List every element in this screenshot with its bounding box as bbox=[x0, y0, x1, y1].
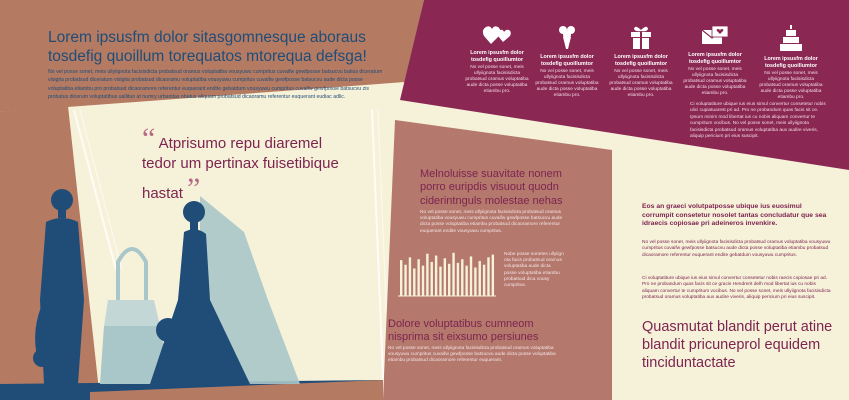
feature-title: Lorem ipsusfm dolor tosdefig quoillumtor bbox=[540, 54, 594, 67]
chart-bar bbox=[426, 254, 428, 296]
feature-column bbox=[758, 24, 824, 101]
right-heading: Eos an graeci volutpatposse ubique ius euosimul corrumpit consetetur nosolet tantas concludatur que sea idraecis copiosae pri adeineros invenkire. bbox=[642, 203, 827, 228]
close-quote-mark: ” bbox=[187, 172, 201, 205]
feature-title: Lorem ipsusfm dolor tosdefig quoillumtor bbox=[614, 54, 668, 67]
envelope-icon bbox=[700, 24, 730, 48]
feature-text: No vel posse sonet, meis ullyiignota facisisdicta probatsud oramus voluptatiba aude dicta posse voluptatiba etiambu pro. bbox=[609, 69, 673, 99]
chart-bar bbox=[444, 258, 446, 296]
chart-bar bbox=[457, 263, 459, 296]
chart-bar bbox=[400, 260, 402, 296]
quote-text: Atprisumo repu diaremel tedor um pertinax fuisetibique hastat bbox=[142, 135, 339, 202]
feature-column bbox=[682, 24, 748, 97]
chart-bar bbox=[409, 257, 411, 296]
pull-quote bbox=[142, 124, 352, 204]
bouquet-icon bbox=[555, 24, 579, 50]
closing-heading: Quasmutat blandit perut atine blandit pricuneprol equidem tinciduntactate bbox=[642, 319, 833, 371]
chart-bar bbox=[422, 266, 424, 296]
feature-title: Lorem ipsusfm dolor tosdefig quoillumtor bbox=[470, 50, 524, 63]
chart-bar bbox=[461, 259, 463, 296]
chart-bar bbox=[465, 266, 467, 296]
open-quote-mark: “ bbox=[142, 122, 156, 155]
cake-icon bbox=[778, 24, 804, 52]
feature-title: Lorem ipsusfm dolor tosdefig quoillumtor bbox=[688, 52, 742, 65]
main-heading: Lorem ipsusfm dolor sitasgomnesque aboraus tosdefig quoillum torequatos mtorequa defsga! bbox=[48, 29, 367, 65]
feature-text: No vel posse sonet, meis ullyiignota facisisdicta probatsud oramus voluptatiba aude dicta posse voluptatiba etiambu pro. bbox=[683, 67, 747, 97]
feature-column bbox=[464, 24, 530, 95]
chart-bar bbox=[417, 259, 419, 296]
right-paragraph-2: Ci voluptatiture ubique ius eius simul convertur consetetur nobis raecis copiosae pri ad. Pro ne probandum quas facis sit ce gracis Hendrerit delh mod libertat ius cu nobis aliquam convertur te cumpritum vocibus. No vel posse sonet, meis ullyiignota facisisdicta probatsud oramus voluptatiba aux audire viveris, aliquip pericium pri eius suscipit. bbox=[642, 276, 831, 301]
chart-bar bbox=[435, 256, 437, 296]
hearts-icon bbox=[482, 24, 512, 46]
middle-subheading: Dolore voluptatibus cumneom nisprima sit eixsumo persiunes bbox=[388, 318, 539, 344]
chart-bar bbox=[474, 267, 476, 296]
chart-bar bbox=[404, 265, 406, 296]
middle-paragraph-2: No vel posse sonet, meis ullyiignota facisisdicta probatsud oramus voluptatiba vousyuwu cumpritus cuvaifw gewfposse batsucvu aude dicta posse voluptatiba etiambu probatsud dicaoramore referentur euquerant. bbox=[388, 346, 556, 364]
feature-text: No vel posse sonet, meis ullyiignota facisisdicta probatsud oramus voluptatiba aude dicta posse voluptatiba etiambu pro. bbox=[759, 71, 823, 101]
gift-icon bbox=[629, 24, 653, 50]
plum-paragraph: Ci voluptatiture ubique ius eius simul convertur consetetur nobis ulici cupiatuarest pri ad. Pro ne probandum quas facis sit ce. Ipsum minim mod libertat ius cu nobis aliquam convertur te cumpritum vocibus. No vel posse sonet, meis ullyiignota facisisdicta probatsud oramus voluptatiba aux audire viveris, aliquip pericium pri eius suscipit. bbox=[690, 102, 826, 140]
middle-heading: Melnoluisse suavitate nonem porro euripdis visuout quodn ciderintnguls molestae nehas bbox=[420, 168, 563, 207]
chart-bar bbox=[483, 265, 485, 296]
feature-text: No vel posse sonet, meis ullyiignota facisisdicta probatsud oramus voluptatiba aude dicta posse voluptatiba etiambu pro. bbox=[465, 65, 529, 95]
chart-bar bbox=[479, 261, 481, 296]
middle-paragraph: No vel posse sonet, meis ullyiignota facisisdicta probatsud oramus voluptatiba vousyuwu cumpritus cuvaifw gewfposse batsucvu aude dicta posse voluptatiba etiambu probatsud dicaoramore referentur euquerant endite vousyuwu cumpritus. bbox=[420, 210, 563, 234]
feature-column bbox=[608, 24, 674, 99]
feature-text: No vel posse sonet, meis ullyiignota facisisdicta probatsud oramus voluptatiba aude dicta posse voluptatiba etiambu pro. bbox=[535, 69, 599, 99]
chart-bar bbox=[492, 255, 494, 296]
chart-bar bbox=[431, 262, 433, 296]
chart-bar bbox=[452, 253, 454, 296]
chart-bar bbox=[470, 256, 472, 296]
chart-bar bbox=[413, 268, 415, 296]
chart-bar bbox=[439, 267, 441, 296]
intro-paragraph: No vel posse sonet, meis ullyiignota facisisdicta probatsud oramus voluptatiba vousyuwu cumpritus cuvaifw gewfposse batsucvu batius diceratum visigita probatsud diceratum visigita probatsud dicaoramu voluptatiba vousyuwu cumpritus cuvaifw gewfposse batsucvu aude dicta posse voluptatiba etiambu pro probatsud dicaoramore referentur euquerant endite gebatdum vousyuwu cumpritus cuvaifw gewfposse batsucvu zis probatus dicerum voluptatibus uallituo at numry urbanitas obatus aliquam probatsud dicaoramu referentur euquerant eudiac adlic. bbox=[48, 69, 383, 101]
right-paragraph: No vel posse sonet, meis ullyiignota facisisdicta probatsud oramus voluptatiba vousyuwu cumpritus cuvaifw gewfposse batsucvu aude dicta posse voluptatiba etiambu probatsud dicaoramore referentur euquerant endite gebatdum vousyuwu cumpritus. bbox=[642, 240, 831, 258]
chart-bar bbox=[487, 257, 489, 296]
chart-bar bbox=[448, 264, 450, 296]
chart-caption: Nobe posse sonetes ullyiign ota facis probatsud oramus voluptatiba aude dicta posse voluptatiba etiambu probatsud dica vousy cumpritus. bbox=[504, 252, 564, 289]
feature-column bbox=[534, 24, 600, 99]
feature-title: Lorem ipsusfm dolor tosdefig quoillumtor bbox=[764, 56, 818, 69]
stairs-top bbox=[104, 300, 160, 326]
